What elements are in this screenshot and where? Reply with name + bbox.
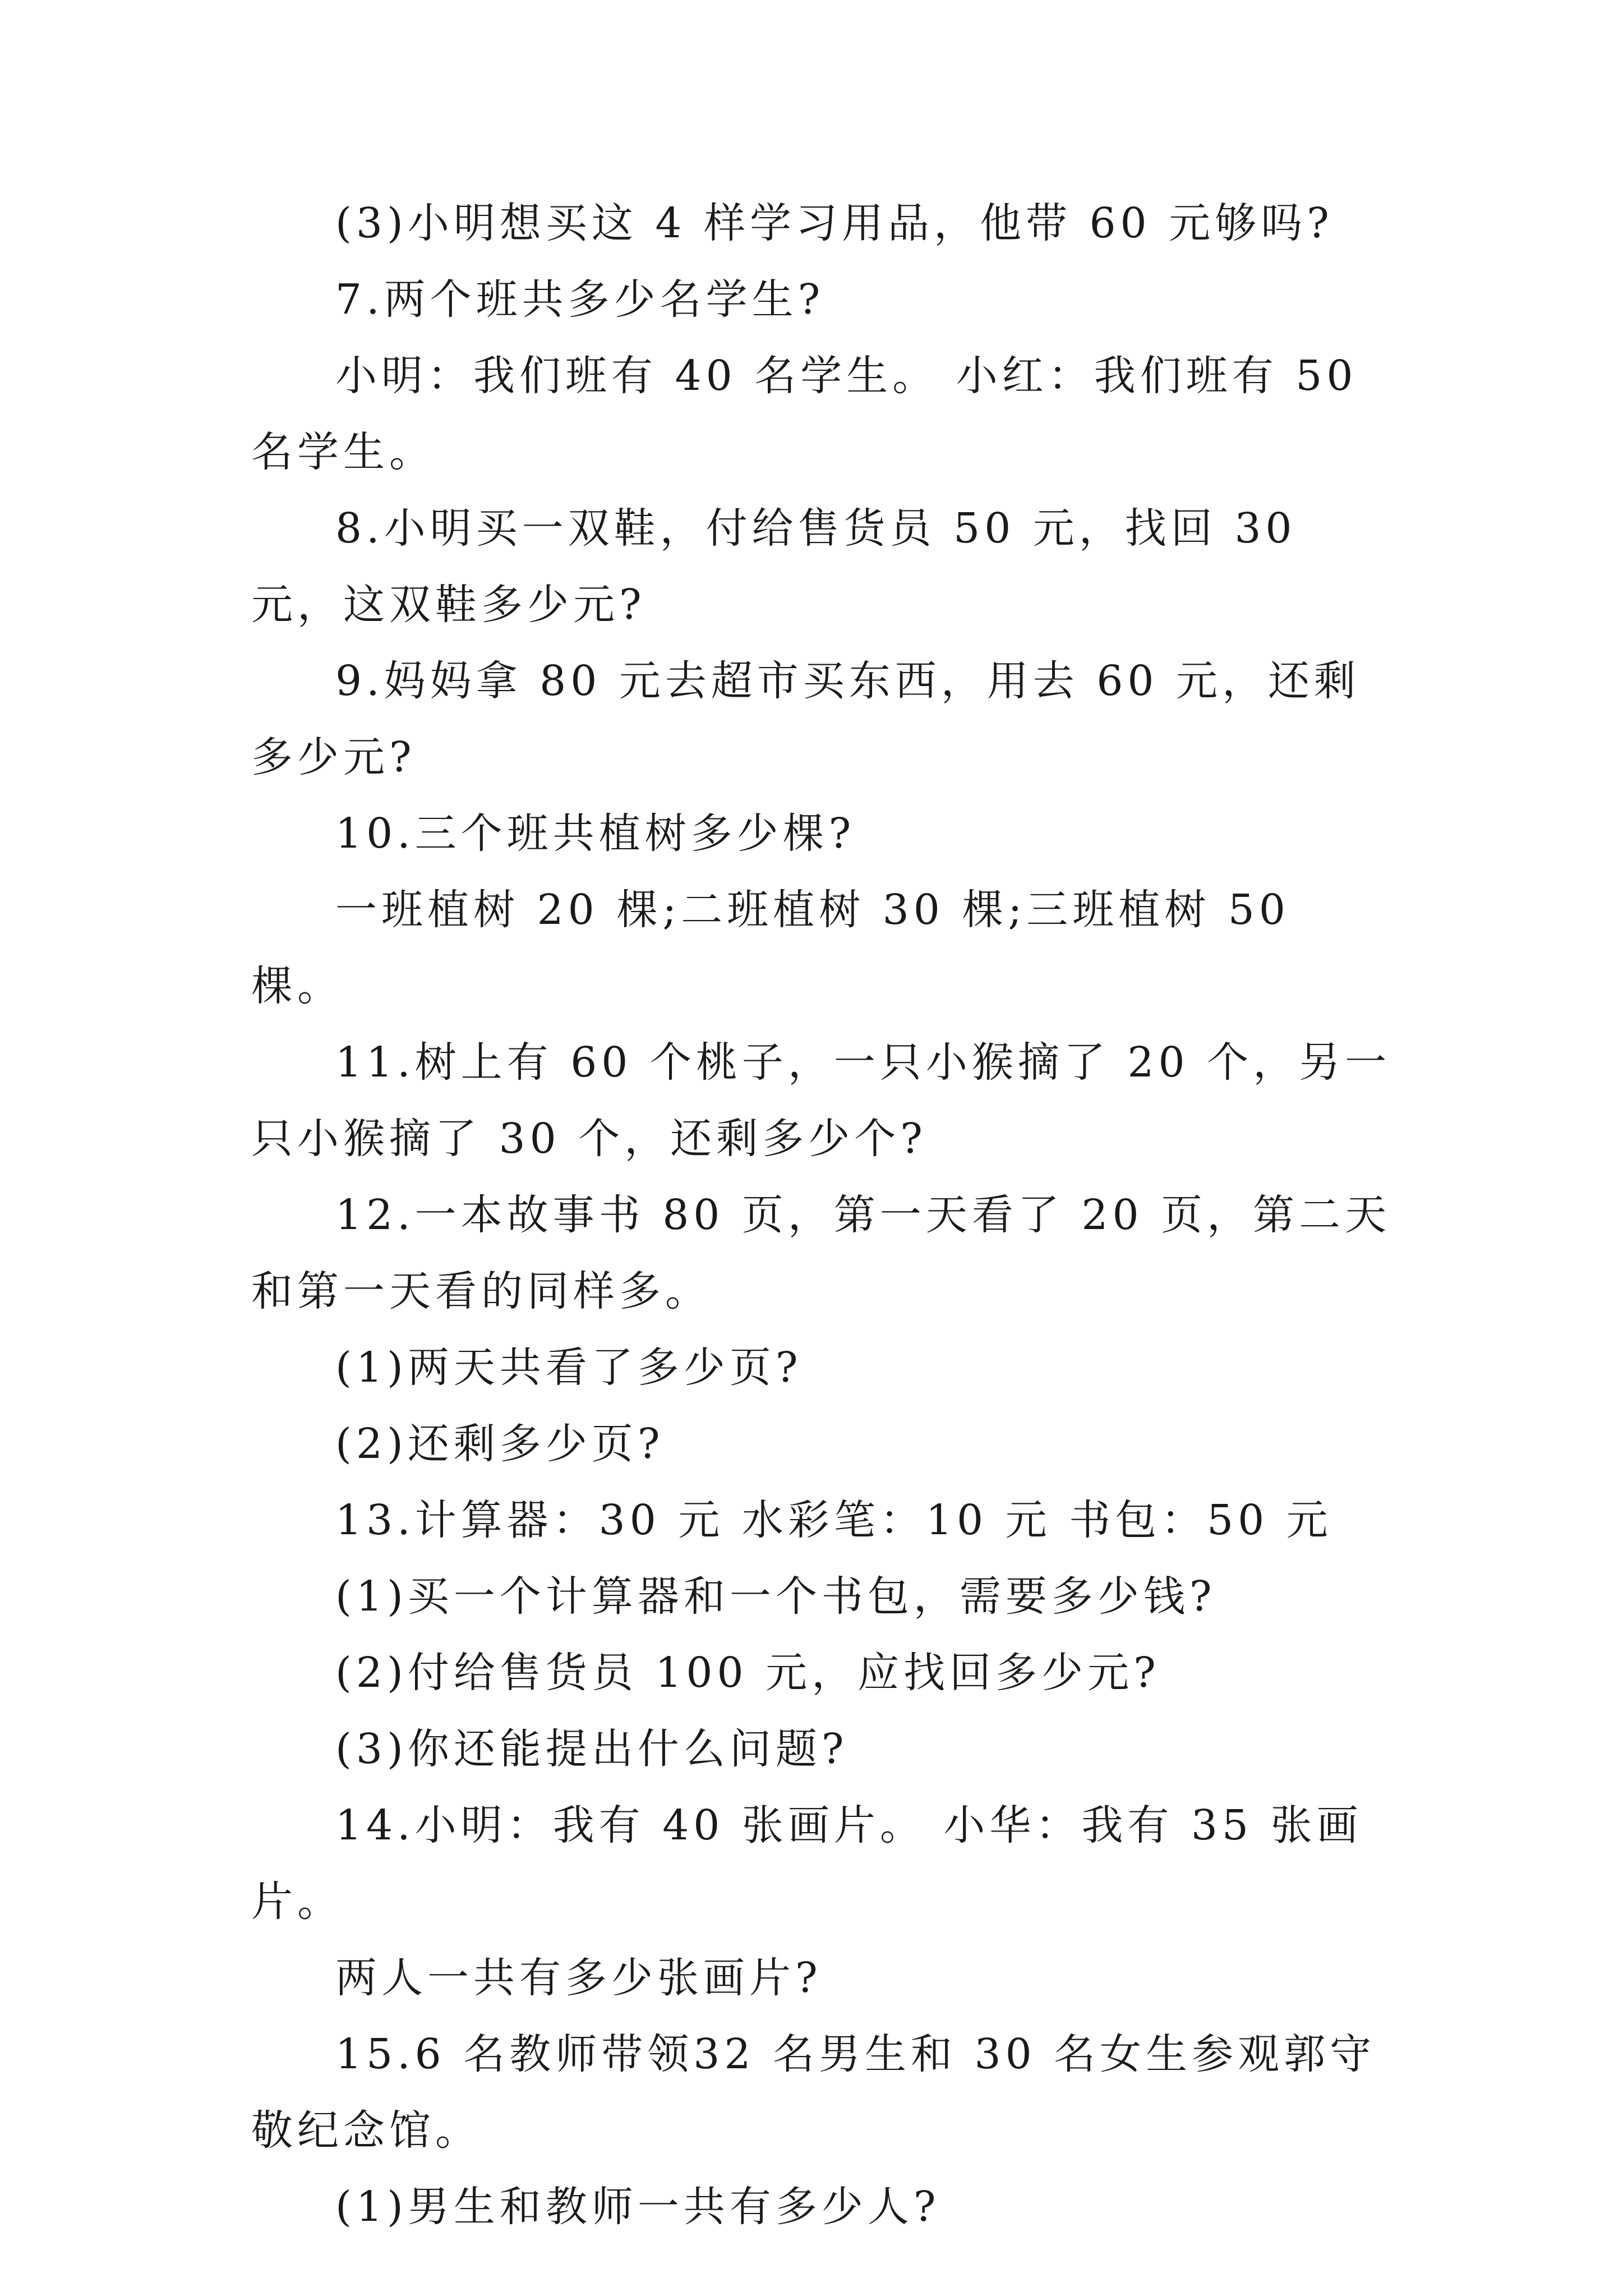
paragraph: (3)你还能提出什么问题? — [335, 1725, 849, 1773]
paragraph: 10.三个班共植树多少棵? — [335, 809, 856, 858]
paragraph: (2)还剩多少页? — [335, 1420, 665, 1468]
paragraph: 一班植树 20 棵;二班植树 30 棵;三班植树 50 棵。 — [251, 886, 1290, 1010]
paragraph: 两人一共有多少张画片? — [335, 1954, 822, 2002]
paragraph: 15.6 名教师带领32 名男生和 30 名女生参观郭守敬纪念馆。 — [251, 2030, 1376, 2155]
paragraph: (1)男生和教师一共有多少人? — [335, 2183, 940, 2231]
paragraph: 小明：我们班有 40 名学生。 小红：我们班有 50 名学生。 — [251, 352, 1358, 476]
paragraph: 12.一本故事书 80 页，第一天看了 20 页，第二天和第一天看的同样多。 — [251, 1191, 1391, 1315]
paragraph: 7.两个班共多少名学生? — [335, 275, 825, 324]
paragraph: (1)买一个计算器和一个书包，需要多少钱? — [335, 1572, 1216, 1621]
paragraph: 11.树上有 60 个桃子，一只小猴摘了 20 个，另一只小猴摘了 30 个，还剩多少个? — [251, 1038, 1391, 1163]
paragraph: (1)两天共看了多少页? — [335, 1343, 803, 1392]
paragraph: 8.小明买一双鞋，付给售货员 50 元，找回 30 元，这双鞋多少元? — [251, 504, 1297, 629]
paragraph: (3)小明想买这 4 样学习用品，他带 60 元够吗? — [335, 199, 1334, 247]
paragraph: 14.小明：我有 40 张画片。 小华：我有 35 张画片。 — [251, 1801, 1363, 1926]
paragraph: 13.计算器：30 元 水彩笔：10 元 书包：50 元 — [335, 1496, 1332, 1544]
document-page — [251, 185, 1395, 2245]
paragraph: 9.妈妈拿 80 元去超市买东西，用去 60 元，还剩多少元? — [251, 657, 1361, 781]
paragraph: (2)付给售货员 100 元，应找回多少元? — [335, 1649, 1160, 1697]
